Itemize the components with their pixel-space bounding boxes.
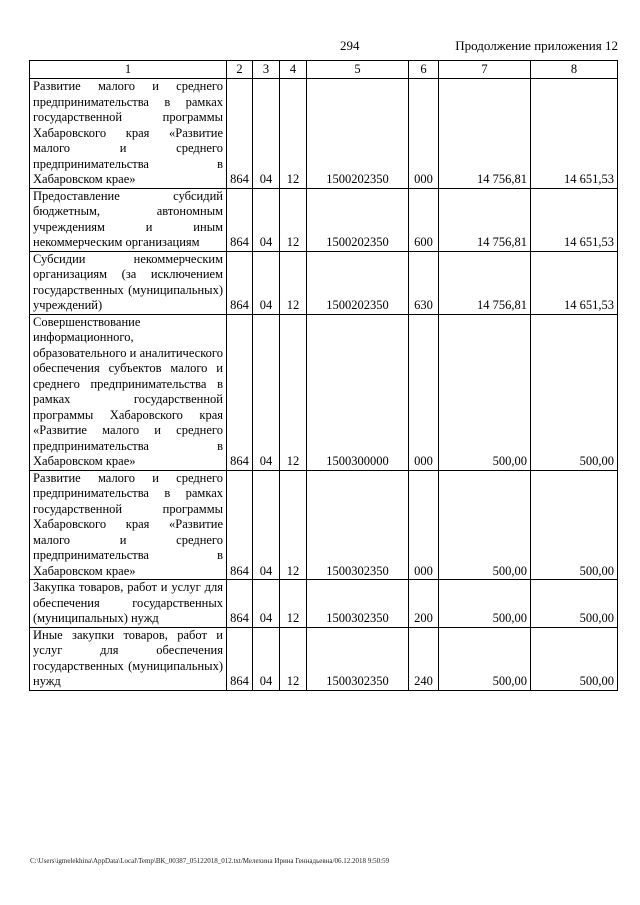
table-row [30, 79, 618, 189]
ministry-code-cell: 864 [227, 627, 253, 690]
amount-cell: 500,00 [439, 580, 531, 628]
row-name-cell: Развитие малого и среднего предпринимательства в рамках государственной программы Хабаровского края «Развитие малого и среднего предпринимательства в Хабаровском крае» [30, 470, 227, 580]
subsection-code-cell: 12 [280, 470, 307, 580]
ministry-code-cell: 864 [227, 188, 253, 251]
section-code-cell: 04 [253, 188, 280, 251]
row-name-cell: Совершенствование информационного, образовательного и аналитического обеспечения субъектов малого и среднего предпринимательства в рамках государственной программы Хабаровского края «Развитие малого и среднего предпринимательства в Хабаровском крае» [30, 314, 227, 470]
ministry-code-cell: 864 [227, 251, 253, 314]
row-name-cell: Предоставление субсидий бюджетным, автономным учреждениям и иным некоммерческим организациям [30, 188, 227, 251]
table-row [30, 188, 618, 251]
subsection-code-cell: 12 [280, 314, 307, 470]
column-header: 2 [227, 61, 253, 79]
table-row [30, 470, 618, 580]
amount-cell: 14 756,81 [439, 188, 531, 251]
file-path-footer: C:\Users\igmelekhina\AppData\Local\Temp\ВК_00387_05122018_012.txt/Мелехина Ирина Геннадьевна/06.12.2018 9:50:59 [30, 857, 390, 865]
budget-table [29, 60, 618, 691]
row-name-cell: Закупка товаров, работ и услуг для обеспечения государственных (муниципальных) нужд [30, 580, 227, 628]
expense-type-cell: 000 [409, 79, 439, 189]
amount-cell: 500,00 [531, 470, 618, 580]
subsection-code-cell: 12 [280, 188, 307, 251]
target-article-cell: 1500202350 [307, 251, 409, 314]
table-row [30, 251, 618, 314]
amount-cell: 14 651,53 [531, 251, 618, 314]
section-code-cell: 04 [253, 79, 280, 189]
target-article-cell: 1500302350 [307, 470, 409, 580]
row-name-cell: Иные закупки товаров, работ и услуг для обеспечения государственных (муниципальных) нужд [30, 627, 227, 690]
amount-cell: 14 651,53 [531, 79, 618, 189]
target-article-cell: 1500202350 [307, 79, 409, 189]
section-code-cell: 04 [253, 251, 280, 314]
amount-cell: 500,00 [531, 580, 618, 628]
subsection-code-cell: 12 [280, 580, 307, 628]
expense-type-cell: 240 [409, 627, 439, 690]
target-article-cell: 1500300000 [307, 314, 409, 470]
row-name-cell: Развитие малого и среднего предпринимательства в рамках государственной программы Хабаровского края «Развитие малого и среднего предпринимательства в Хабаровском крае» [30, 79, 227, 189]
expense-type-cell: 000 [409, 470, 439, 580]
column-header: 6 [409, 61, 439, 79]
expense-type-cell: 000 [409, 314, 439, 470]
amount-cell: 500,00 [531, 314, 618, 470]
table-row [30, 627, 618, 690]
expense-type-cell: 200 [409, 580, 439, 628]
table-header-row [30, 61, 618, 79]
row-name-cell: Субсидии некоммерческим организациям (за исключением государственных (муниципальных) учреждений) [30, 251, 227, 314]
expense-type-cell: 630 [409, 251, 439, 314]
table-row [30, 314, 618, 470]
ministry-code-cell: 864 [227, 79, 253, 189]
section-code-cell: 04 [253, 627, 280, 690]
column-header: 1 [30, 61, 227, 79]
subsection-code-cell: 12 [280, 251, 307, 314]
amount-cell: 14 756,81 [439, 251, 531, 314]
column-header: 4 [280, 61, 307, 79]
column-header: 3 [253, 61, 280, 79]
ministry-code-cell: 864 [227, 470, 253, 580]
target-article-cell: 1500302350 [307, 580, 409, 628]
amount-cell: 500,00 [531, 627, 618, 690]
target-article-cell: 1500302350 [307, 627, 409, 690]
amount-cell: 500,00 [439, 314, 531, 470]
column-header: 7 [439, 61, 531, 79]
table-row [30, 580, 618, 628]
subsection-code-cell: 12 [280, 627, 307, 690]
ministry-code-cell: 864 [227, 580, 253, 628]
column-header: 8 [531, 61, 618, 79]
section-code-cell: 04 [253, 314, 280, 470]
target-article-cell: 1500202350 [307, 188, 409, 251]
subsection-code-cell: 12 [280, 79, 307, 189]
appendix-continuation-label: Продолжение приложения 12 [455, 38, 618, 53]
amount-cell: 14 756,81 [439, 79, 531, 189]
section-code-cell: 04 [253, 580, 280, 628]
amount-cell: 500,00 [439, 627, 531, 690]
section-code-cell: 04 [253, 470, 280, 580]
ministry-code-cell: 864 [227, 314, 253, 470]
amount-cell: 14 651,53 [531, 188, 618, 251]
amount-cell: 500,00 [439, 470, 531, 580]
column-header: 5 [307, 61, 409, 79]
expense-type-cell: 600 [409, 188, 439, 251]
page-number: 294 [340, 38, 360, 53]
